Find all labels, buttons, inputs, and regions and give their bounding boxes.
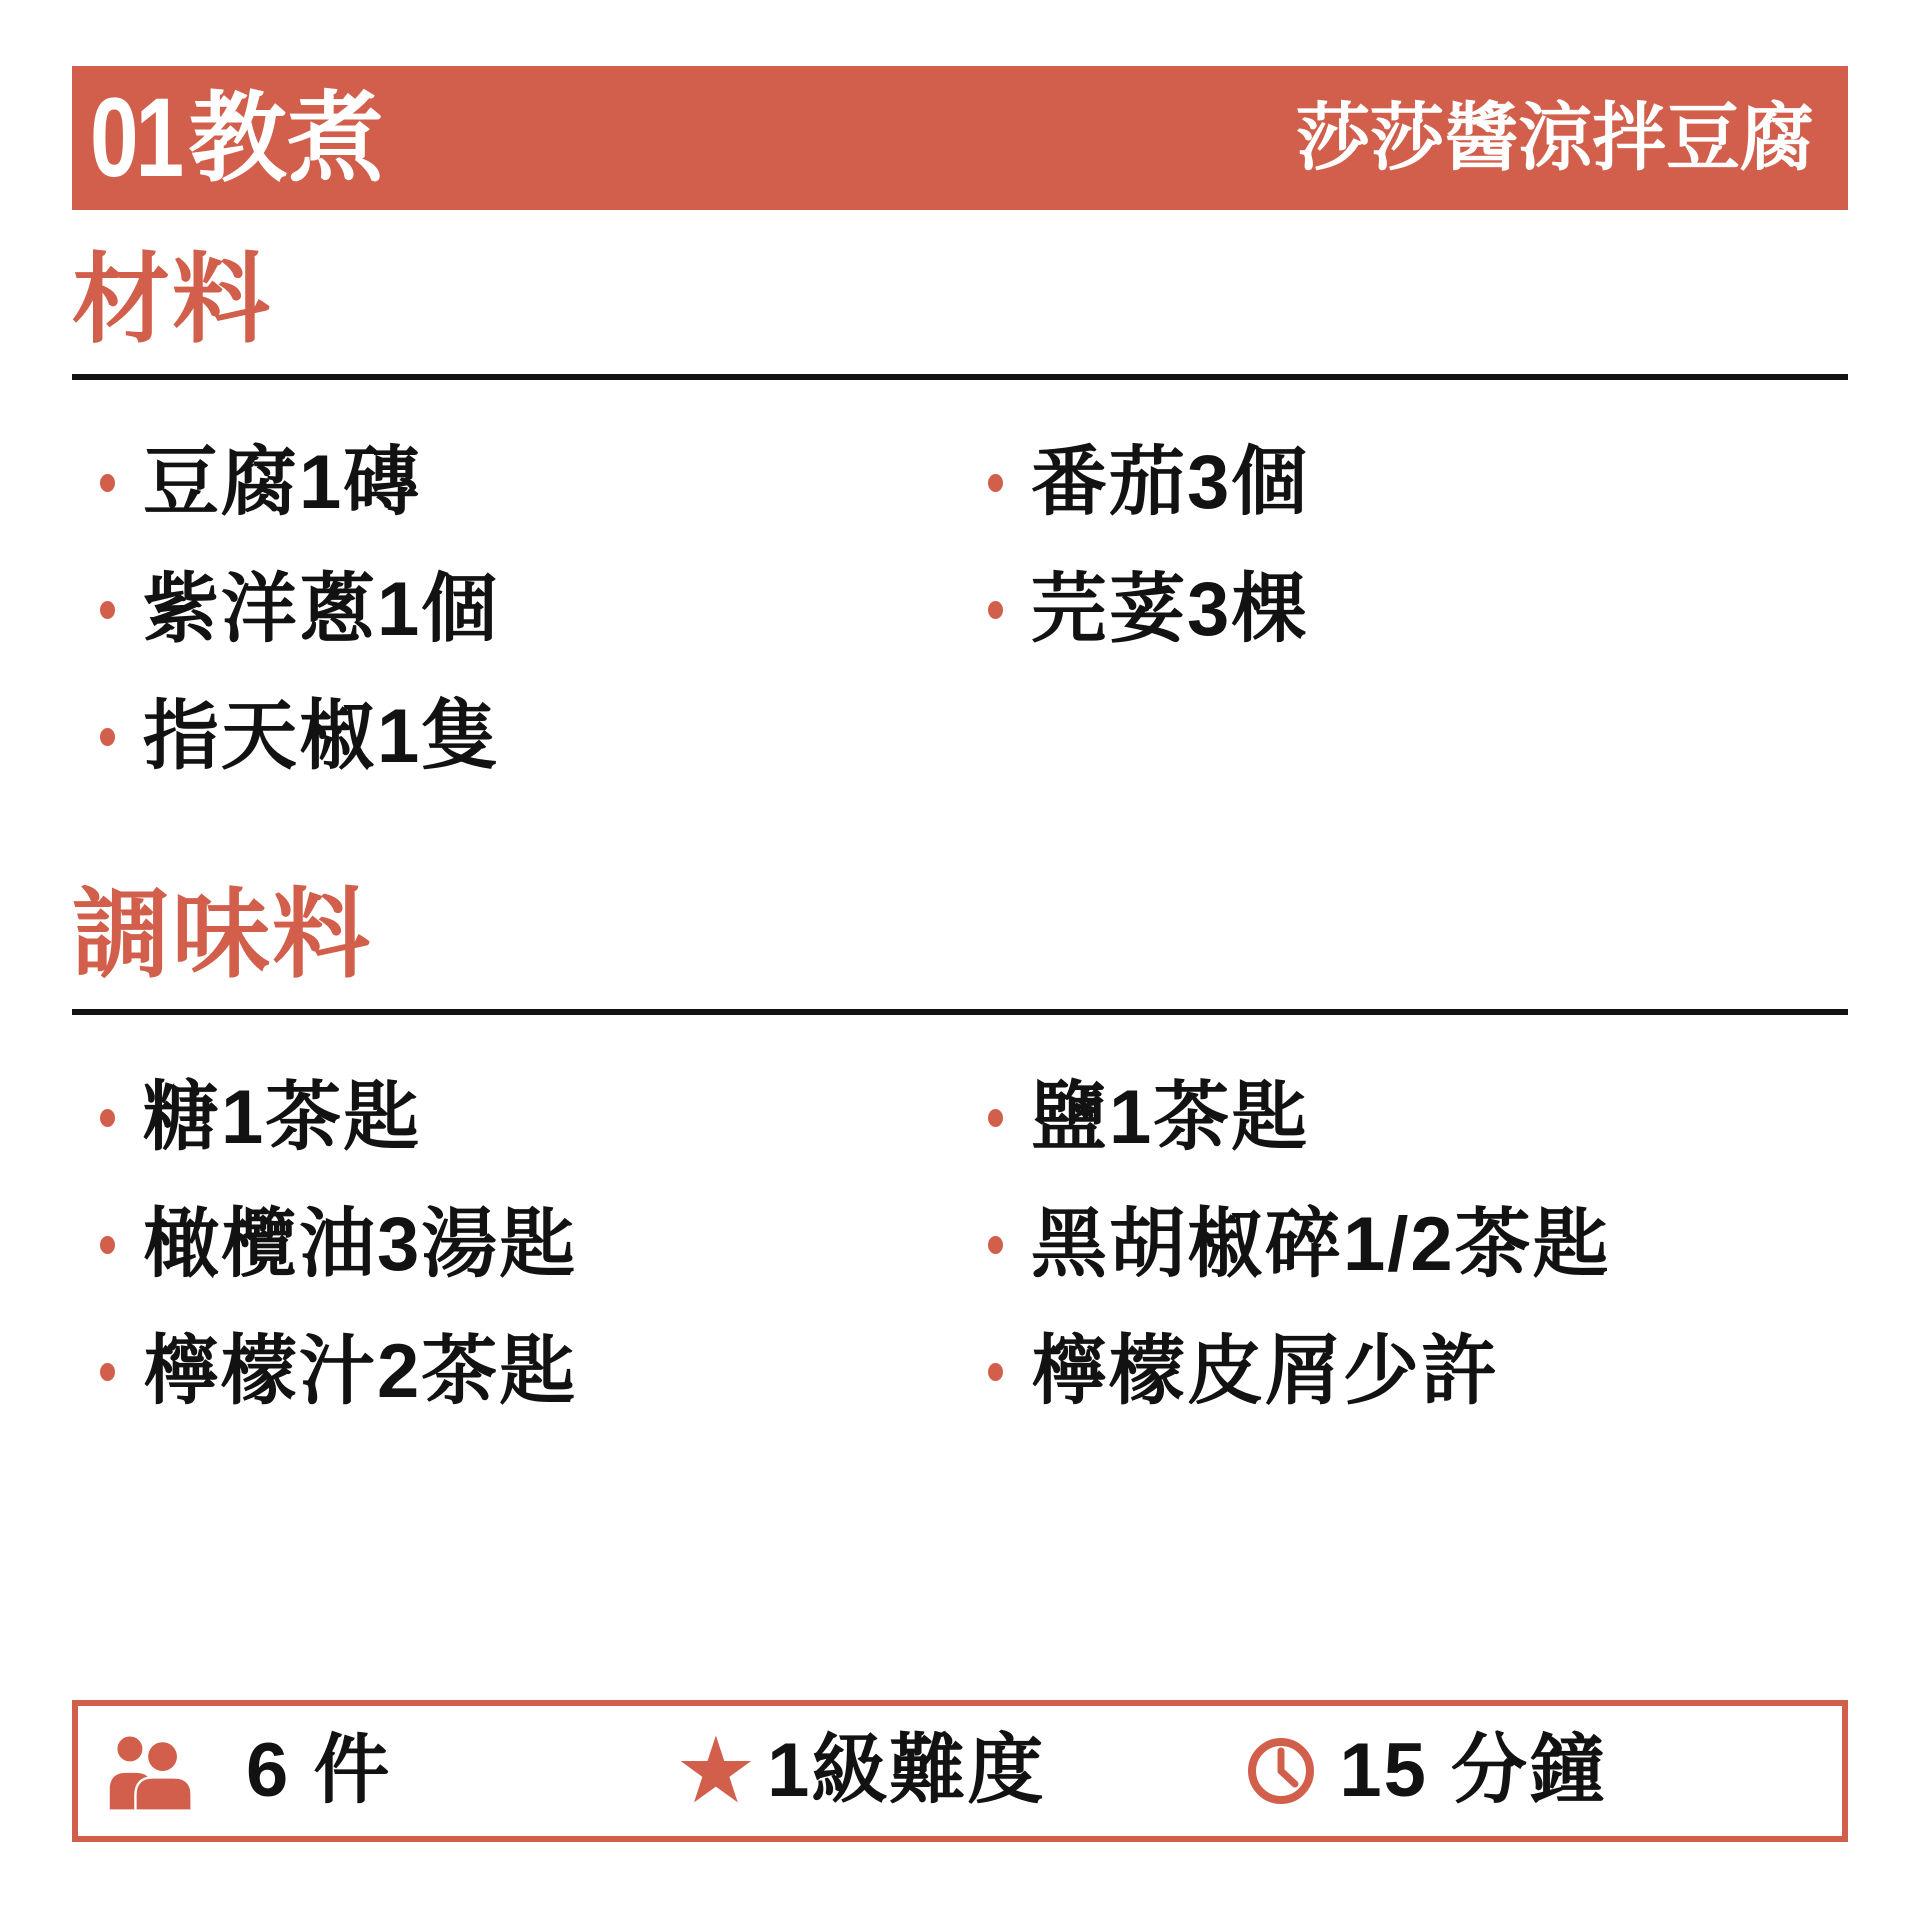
- list-item: [960, 420, 1848, 547]
- list-item: [960, 547, 1848, 674]
- section-divider: [72, 1009, 1848, 1015]
- servings-label: 6 件: [246, 1728, 392, 1813]
- list-item-text: 檸檬汁2茶匙: [143, 1329, 578, 1415]
- time-group: [1245, 1728, 1816, 1813]
- bullet-dot-icon: [988, 1109, 1003, 1127]
- difficulty-group: [674, 1717, 1246, 1824]
- item-column: [72, 1055, 960, 1436]
- list-item-text: 番茄3個: [1031, 440, 1310, 526]
- list-item-text: 檸檬皮屑少許: [1031, 1329, 1499, 1415]
- recipe-title: 莎莎醬涼拌豆腐: [1296, 96, 1814, 179]
- sections: [72, 244, 1848, 1436]
- list-item: [72, 1309, 960, 1436]
- list-item-text: 紫洋蔥1個: [143, 567, 500, 653]
- footer-bar: [72, 1700, 1848, 1842]
- item-column: [72, 420, 960, 801]
- clock-icon: [1245, 1735, 1317, 1807]
- bullet-dot-icon: [100, 474, 115, 492]
- bullet-dot-icon: [988, 601, 1003, 619]
- list-item: [72, 547, 960, 674]
- list-item: [72, 1182, 960, 1309]
- bullet-dot-icon: [988, 1363, 1003, 1381]
- bullet-dot-icon: [100, 1236, 115, 1254]
- section-divider: [72, 374, 1848, 380]
- section-heading: 調味料: [72, 878, 373, 989]
- list-item-text: 芫荽3棵: [1031, 567, 1310, 653]
- list-item-text: 黑胡椒碎1/2茶匙: [1031, 1202, 1611, 1288]
- bullet-dot-icon: [100, 728, 115, 746]
- list-item: [960, 1182, 1848, 1309]
- recipe-section: [72, 244, 1848, 801]
- difficulty-label: 1級難度: [767, 1728, 1046, 1813]
- people-icon: [104, 1732, 200, 1810]
- time-label: 15 分鐘: [1339, 1728, 1607, 1813]
- header-bar: [72, 66, 1848, 210]
- item-grid: [72, 1055, 1848, 1436]
- item-column: [960, 1055, 1848, 1436]
- bullet-dot-icon: [100, 601, 115, 619]
- list-item-text: 糖1茶匙: [143, 1075, 422, 1161]
- item-column: [960, 420, 1848, 801]
- bullet-dot-icon: [988, 1236, 1003, 1254]
- list-item-text: 鹽1茶匙: [1031, 1075, 1310, 1161]
- list-item-text: 豆腐1磚: [143, 440, 422, 526]
- brand-logo: [90, 75, 385, 200]
- section-heading: 材料: [72, 244, 273, 354]
- list-item-text: 橄欖油3湯匙: [143, 1202, 578, 1288]
- star-icon: ★: [674, 1717, 758, 1824]
- item-grid: [72, 420, 1848, 801]
- content-area: [72, 66, 1848, 1436]
- bullet-dot-icon: [100, 1363, 115, 1381]
- list-item-text: 指天椒1隻: [143, 694, 500, 780]
- brand-logo-prefix: 01: [90, 75, 181, 200]
- bullet-dot-icon: [988, 474, 1003, 492]
- list-item: [72, 674, 960, 801]
- list-item: [72, 1055, 960, 1182]
- bullet-dot-icon: [100, 1109, 115, 1127]
- servings-group: [104, 1728, 675, 1813]
- list-item: [72, 420, 960, 547]
- recipe-section: [72, 878, 1848, 1436]
- list-item: [960, 1309, 1848, 1436]
- brand-logo-text: 教煮: [188, 83, 385, 193]
- list-item: [960, 1055, 1848, 1182]
